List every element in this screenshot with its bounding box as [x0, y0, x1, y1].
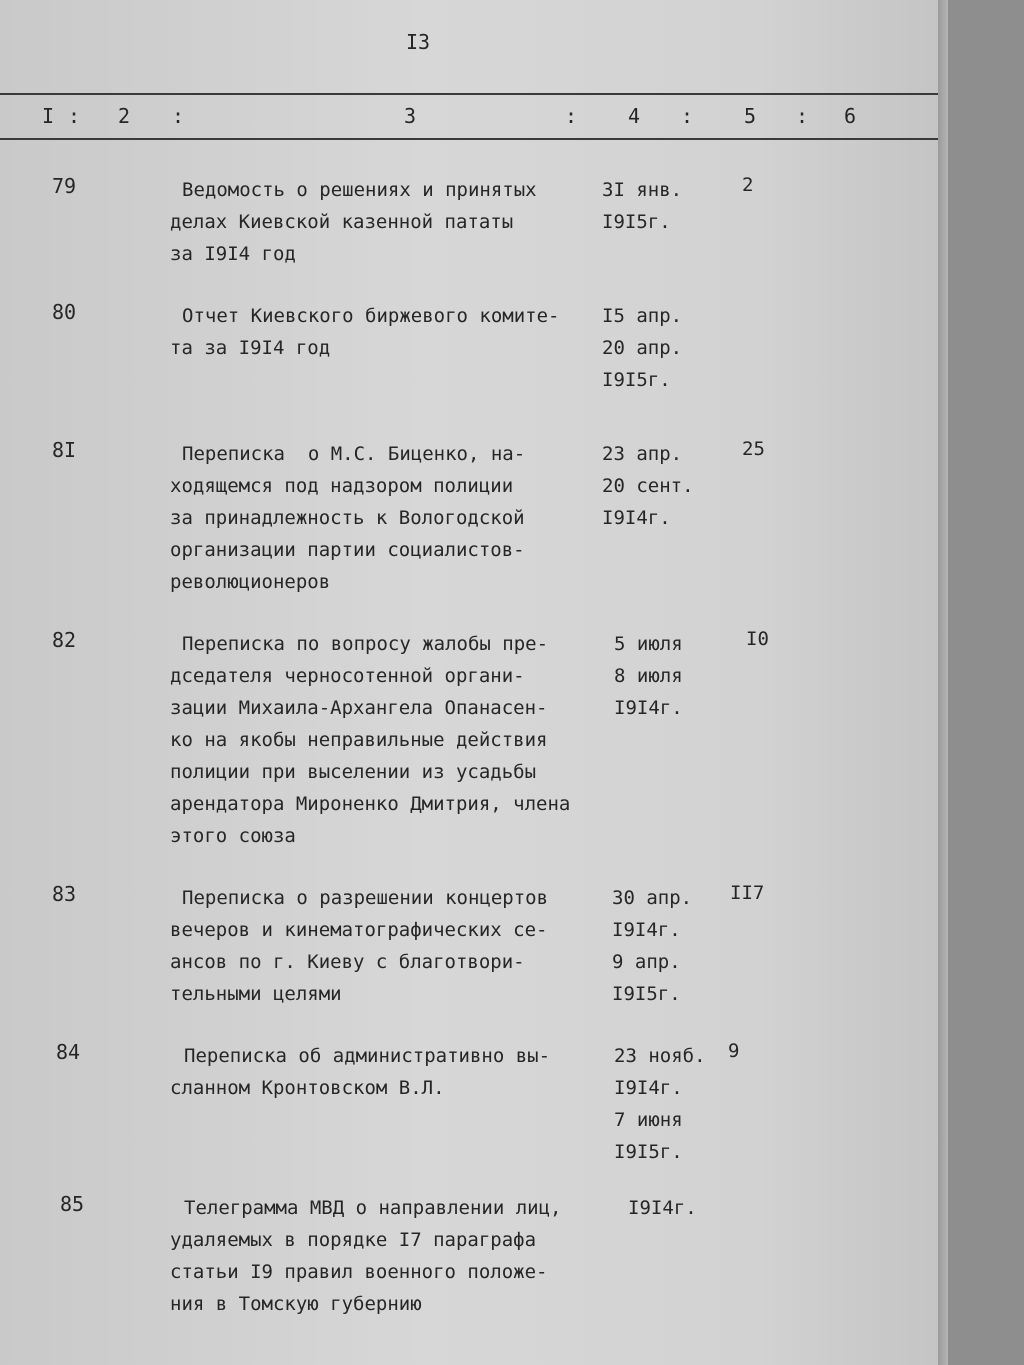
date-line: 30 апр.: [612, 887, 693, 909]
entry-dates: [602, 174, 682, 238]
entry-sheet-count: II7: [730, 882, 765, 904]
entry-sheet-count: 9: [728, 1040, 740, 1062]
description-line: организации партии социалистов-: [170, 539, 525, 561]
description-line: этого союза: [170, 825, 296, 847]
entry-number: 79: [52, 174, 77, 198]
entry-number: 85: [60, 1192, 85, 1216]
description-line: делах Киевской казенной пататы: [170, 211, 514, 233]
description-line: полиции при выселении из усадьбы: [170, 761, 537, 783]
column-number-2: 2: [118, 104, 131, 128]
description-line: сланном Кронтовском В.Л.: [170, 1077, 445, 1099]
column-separator: :: [565, 104, 578, 128]
entry-dates: [614, 628, 683, 724]
date-line: 23 нояб.: [614, 1045, 706, 1067]
entry-sheet-count: 2: [742, 174, 754, 196]
description-line: ансов по г. Киеву с благотвори-: [170, 951, 525, 973]
page-edge: [938, 0, 948, 1365]
date-line: I9I5г.: [612, 983, 681, 1005]
entry-dates: [612, 882, 692, 1010]
description-line: ходящемся под надзором полиции: [170, 475, 514, 497]
description-line: революционеров: [170, 571, 331, 593]
entry-dates: [628, 1192, 697, 1224]
description-line: тельными целями: [170, 983, 342, 1005]
date-line: 20 апр.: [602, 337, 683, 359]
description-line: зации Михаила-Архангела Опанасен-: [170, 697, 548, 719]
header-rule-bottom: [0, 138, 938, 140]
date-line: 9 апр.: [612, 951, 681, 973]
description-line: удаляемых в порядке I7 параграфа: [170, 1229, 537, 1251]
header-rule-top: [0, 93, 938, 95]
entry-description: [170, 438, 610, 598]
description-line: Переписка об административно вы-: [184, 1045, 551, 1067]
description-line: арендатора Мироненко Дмитрия, члена: [170, 793, 571, 815]
date-line: I9I4г.: [614, 1077, 683, 1099]
description-line: за I9I4 год: [170, 243, 296, 265]
date-line: I9I5г.: [614, 1141, 683, 1163]
date-line: I9I4г.: [612, 919, 681, 941]
entry-description: [170, 1040, 610, 1104]
date-line: I9I4г.: [602, 507, 671, 529]
entry-description: [170, 1192, 610, 1320]
date-line: 3I янв.: [602, 179, 683, 201]
entry-number: 80: [52, 300, 77, 324]
description-line: статьи I9 правил военного положе-: [170, 1261, 548, 1283]
column-number-6: 6: [844, 104, 857, 128]
description-line: ния в Томскую губернию: [170, 1293, 422, 1315]
entry-dates: [614, 1040, 706, 1168]
description-line: вечеров и кинематографических се-: [170, 919, 548, 941]
column-separator: :: [796, 104, 809, 128]
date-line: 5 июля: [614, 633, 683, 655]
entry-description: [170, 300, 610, 364]
entry-number: 83: [52, 882, 77, 906]
date-line: I9I5г.: [602, 369, 671, 391]
entry-description: [170, 628, 610, 852]
description-line: дседателя черносотенной органи-: [170, 665, 525, 687]
description-line: Отчет Киевского биржевого комите-: [182, 305, 560, 327]
description-line: та за I9I4 год: [170, 337, 331, 359]
entry-dates: [602, 438, 694, 534]
description-line: Ведомость о решениях и принятых: [182, 179, 537, 201]
entry-description: [170, 174, 610, 270]
description-line: за принадлежность к Вологодской: [170, 507, 525, 529]
column-number-4: 4: [628, 104, 641, 128]
column-separator: :: [681, 104, 694, 128]
entry-description: [170, 882, 610, 1010]
entry-dates: [602, 300, 682, 396]
date-line: 8 июля: [614, 665, 683, 687]
date-line: 20 сент.: [602, 475, 694, 497]
column-separator: :: [68, 104, 81, 128]
description-line: ко на якобы неправильные действия: [170, 729, 548, 751]
description-line: Переписка о М.С. Биценко, на-: [182, 443, 526, 465]
description-line: Телеграмма МВД о направлении лиц,: [184, 1197, 562, 1219]
description-line: Переписка о разрешении концертов: [182, 887, 549, 909]
column-number-3: 3: [404, 104, 417, 128]
entry-number: 84: [56, 1040, 81, 1064]
column-number-5: 5: [744, 104, 757, 128]
date-line: 7 июня: [614, 1109, 683, 1131]
date-line: I5 апр.: [602, 305, 683, 327]
page-number: I3: [406, 30, 431, 54]
entry-sheet-count: 25: [742, 438, 765, 460]
date-line: I9I4г.: [614, 697, 683, 719]
column-number-1: I: [42, 104, 55, 128]
entry-sheet-count: I0: [746, 628, 769, 650]
entry-number: 82: [52, 628, 77, 652]
date-line: I9I5г.: [602, 211, 671, 233]
column-separator: :: [172, 104, 185, 128]
entry-number: 8I: [52, 438, 77, 462]
date-line: I9I4г.: [628, 1197, 697, 1219]
description-line: Переписка по вопросу жалобы пре-: [182, 633, 549, 655]
date-line: 23 апр.: [602, 443, 683, 465]
